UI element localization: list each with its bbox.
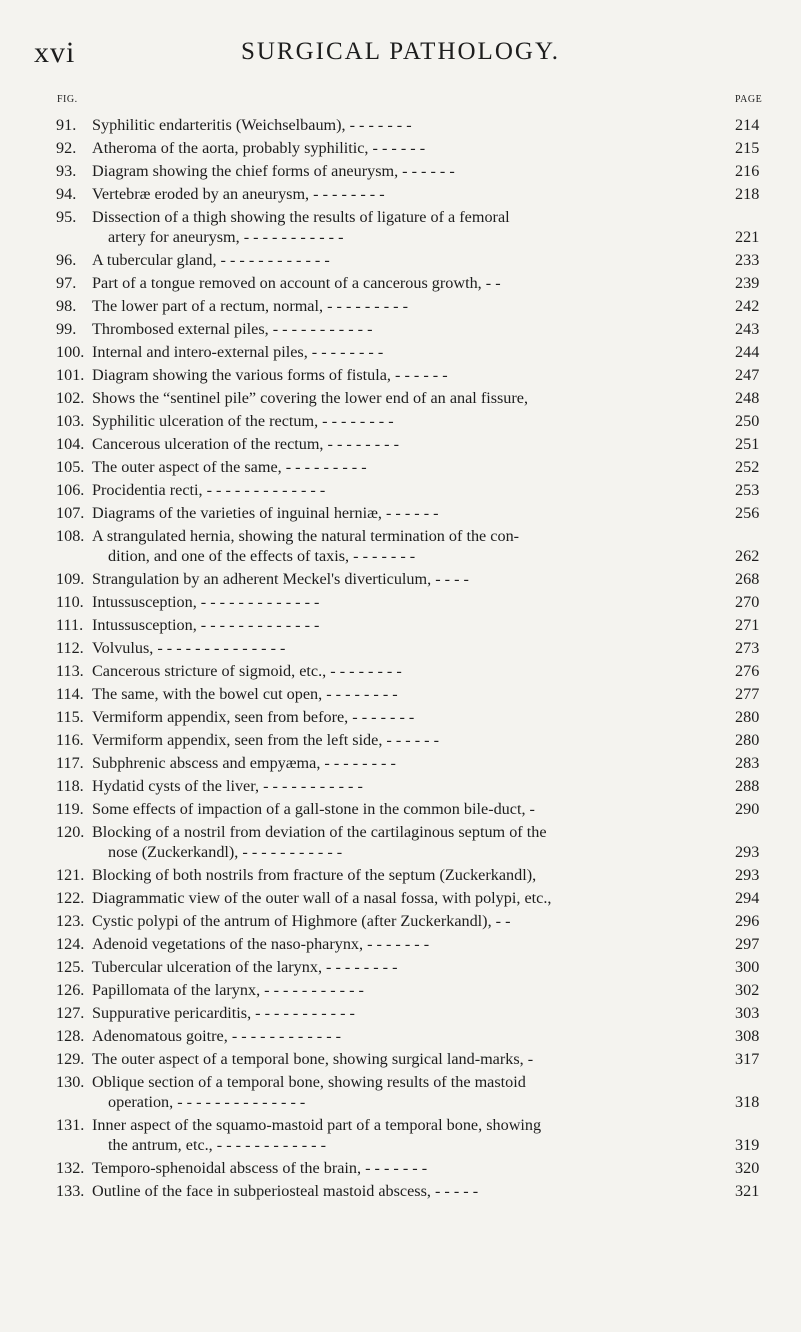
entry-line	[0, 799, 801, 819]
page-reference: 214	[735, 116, 760, 134]
page-reference: 288	[735, 777, 760, 795]
figure-number: 125.	[56, 958, 85, 976]
entry-line	[0, 865, 801, 885]
list-item	[0, 273, 801, 293]
page-reference: 251	[735, 435, 760, 453]
figure-number: 116.	[56, 731, 84, 749]
figure-caption: Blocking of both nostrils from fracture of the septum (Zuckerkandl),	[92, 866, 537, 884]
figure-number: 114.	[56, 685, 84, 703]
list-item	[0, 911, 801, 931]
entry-line	[0, 707, 801, 727]
list-item	[0, 250, 801, 270]
figure-caption: Vertebræ eroded by an aneurysm, - - - - - - - -	[92, 185, 385, 203]
list-item	[0, 661, 801, 681]
entry-line	[0, 1003, 801, 1023]
entry-line	[0, 480, 801, 500]
figure-caption: Diagrammatic view of the outer wall of a nasal fossa, with polypi, etc.,	[92, 889, 552, 907]
page-reference: 256	[735, 504, 760, 522]
entry-line	[0, 1049, 801, 1069]
entry-line	[0, 753, 801, 773]
list-item	[0, 319, 801, 339]
entry-line	[0, 457, 801, 477]
figure-number: 106.	[56, 481, 85, 499]
page-column-heading: PAGE	[735, 94, 763, 105]
page-reference: 242	[735, 297, 760, 315]
list-item	[0, 753, 801, 773]
figure-caption: Papillomata of the larynx, - - - - - - - - - - -	[92, 981, 364, 999]
figure-number: 99.	[56, 320, 77, 338]
list-item	[0, 707, 801, 727]
figure-caption: The same, with the bowel cut open, - - - - - - - -	[92, 685, 398, 703]
figure-number: 120.	[56, 823, 85, 841]
entry-line	[0, 638, 801, 658]
figure-number: 129.	[56, 1050, 85, 1068]
figure-caption: Intussusception, - - - - - - - - - - - - -	[92, 593, 320, 611]
entry-line	[0, 250, 801, 270]
page-reference: 268	[735, 570, 760, 588]
figure-number: 102.	[56, 389, 85, 407]
page-reference: 270	[735, 593, 760, 611]
figure-number: 95.	[56, 208, 77, 226]
figure-caption: The outer aspect of the same, - - - - - - - - -	[92, 458, 367, 476]
list-item	[0, 388, 801, 408]
figure-caption: Volvulus, - - - - - - - - - - - - - -	[92, 639, 286, 657]
figure-caption: Some effects of impaction of a gall-stone in the common bile-duct, -	[92, 800, 535, 818]
list-item	[0, 638, 801, 658]
list-item	[0, 1115, 801, 1155]
page-reference: 215	[735, 139, 760, 157]
figure-number: 118.	[56, 777, 84, 795]
figure-caption: A tubercular gland, - - - - - - - - - - - -	[92, 251, 330, 269]
figure-caption: A strangulated hernia, showing the natural termination of the con-	[92, 527, 520, 545]
page-reference: 318	[735, 1093, 760, 1111]
list-item	[0, 503, 801, 523]
entry-continuation-line	[0, 546, 801, 566]
figure-number: 103.	[56, 412, 85, 430]
entry-line	[0, 161, 801, 181]
page-reference: 273	[735, 639, 760, 657]
figure-number: 110.	[56, 593, 84, 611]
list-item	[0, 730, 801, 750]
figure-caption: Oblique section of a temporal bone, showing results of the mastoid	[92, 1073, 526, 1091]
entry-line	[0, 526, 801, 546]
figure-caption: Dissection of a thigh showing the results of ligature of a femoral	[92, 208, 510, 226]
figure-caption: Thrombosed external piles, - - - - - - - - - - -	[92, 320, 373, 338]
figure-caption: Hydatid cysts of the liver, - - - - - - - - - - -	[92, 777, 363, 795]
fig-column-heading: FIG.	[57, 94, 78, 105]
page-reference: 317	[735, 1050, 760, 1068]
page-reference: 320	[735, 1159, 760, 1177]
entry-line	[0, 888, 801, 908]
page-reference: 262	[735, 547, 760, 565]
list-item	[0, 434, 801, 454]
figure-number: 127.	[56, 1004, 85, 1022]
figure-number: 97.	[56, 274, 77, 292]
figure-number: 119.	[56, 800, 84, 818]
list-item	[0, 684, 801, 704]
figure-number: 111.	[56, 616, 84, 634]
page-reference: 321	[735, 1182, 760, 1200]
figure-number: 100.	[56, 343, 85, 361]
figure-number: 115.	[56, 708, 84, 726]
page-reference: 277	[735, 685, 760, 703]
entry-line	[0, 411, 801, 431]
figure-caption: nose (Zuckerkandl), - - - - - - - - - - -	[108, 843, 343, 861]
list-item	[0, 1026, 801, 1046]
figure-caption: Vermiform appendix, seen from before, - - - - - - -	[92, 708, 415, 726]
figure-caption: Shows the “sentinel pile” covering the lower end of an anal fissure,	[92, 389, 529, 407]
list-item	[0, 138, 801, 158]
entry-line	[0, 1181, 801, 1201]
list-item	[0, 569, 801, 589]
entry-line	[0, 661, 801, 681]
figure-number: 98.	[56, 297, 77, 315]
entry-line	[0, 207, 801, 227]
entry-continuation-line	[0, 1092, 801, 1112]
page-reference: 250	[735, 412, 760, 430]
page-reference: 218	[735, 185, 760, 203]
page-header	[0, 0, 801, 80]
figure-number: 101.	[56, 366, 85, 384]
page-reference: 252	[735, 458, 760, 476]
figure-caption: Adenoid vegetations of the naso-pharynx, - - - - - - -	[92, 935, 430, 953]
page-reference: 308	[735, 1027, 760, 1045]
page-reference: 216	[735, 162, 760, 180]
page-reference: 303	[735, 1004, 760, 1022]
entry-line	[0, 184, 801, 204]
list-item	[0, 526, 801, 566]
figure-caption: the antrum, etc., - - - - - - - - - - - -	[108, 1136, 326, 1154]
figure-number: 130.	[56, 1073, 85, 1091]
entry-line	[0, 911, 801, 931]
entry-line	[0, 730, 801, 750]
entry-line	[0, 1072, 801, 1092]
figure-caption: operation, - - - - - - - - - - - - - -	[108, 1093, 306, 1111]
list-item	[0, 934, 801, 954]
list-item	[0, 957, 801, 977]
figure-caption: Temporo-sphenoidal abscess of the brain, - - - - - - -	[92, 1159, 428, 1177]
list-item	[0, 592, 801, 612]
entry-line	[0, 1115, 801, 1135]
page-reference: 244	[735, 343, 760, 361]
entry-line	[0, 319, 801, 339]
entry-line	[0, 138, 801, 158]
figure-caption: Diagram showing the various forms of fistula, - - - - - -	[92, 366, 448, 384]
entry-line	[0, 1158, 801, 1178]
figure-caption: Strangulation by an adherent Meckel's diverticulum, - - - -	[92, 570, 469, 588]
figure-caption: Cancerous stricture of sigmoid, etc., - - - - - - - -	[92, 662, 402, 680]
entry-line	[0, 684, 801, 704]
page-reference: 296	[735, 912, 760, 930]
figure-number: 126.	[56, 981, 85, 999]
figure-number: 96.	[56, 251, 77, 269]
list-item	[0, 776, 801, 796]
list-item	[0, 207, 801, 247]
entry-line	[0, 296, 801, 316]
list-item	[0, 1049, 801, 1069]
figure-number: 105.	[56, 458, 85, 476]
figure-caption: Internal and intero-external piles, - - - - - - - -	[92, 343, 384, 361]
page-reference: 280	[735, 731, 760, 749]
figure-caption: Intussusception, - - - - - - - - - - - - -	[92, 616, 320, 634]
page-reference: 253	[735, 481, 760, 499]
page-reference: 271	[735, 616, 760, 634]
list-item	[0, 161, 801, 181]
figure-number: 117.	[56, 754, 84, 772]
entry-line	[0, 365, 801, 385]
figure-caption: Diagram showing the chief forms of aneurysm, - - - - - -	[92, 162, 455, 180]
entry-line	[0, 980, 801, 1000]
list-item	[0, 115, 801, 135]
running-title: SURGICAL PATHOLOGY.	[240, 38, 561, 65]
figure-number: 122.	[56, 889, 85, 907]
list-item	[0, 1181, 801, 1201]
list-item	[0, 615, 801, 635]
list-item	[0, 184, 801, 204]
figure-number: 94.	[56, 185, 77, 203]
entry-line	[0, 434, 801, 454]
figure-number: 104.	[56, 435, 85, 453]
figure-caption: Vermiform appendix, seen from the left side, - - - - - -	[92, 731, 440, 749]
page-number: xvi	[34, 36, 76, 69]
entry-continuation-line	[0, 842, 801, 862]
figure-number: 91.	[56, 116, 77, 134]
page-reference: 280	[735, 708, 760, 726]
page-reference: 294	[735, 889, 760, 907]
list-item	[0, 865, 801, 885]
entry-line	[0, 115, 801, 135]
entry-line	[0, 957, 801, 977]
figure-caption: Procidentia recti, - - - - - - - - - - - - -	[92, 481, 326, 499]
figure-caption: artery for aneurysm, - - - - - - - - - - -	[108, 228, 344, 246]
list-item	[0, 480, 801, 500]
entry-line	[0, 1026, 801, 1046]
list-item	[0, 1072, 801, 1112]
entry-line	[0, 592, 801, 612]
page-reference: 293	[735, 866, 760, 884]
entry-continuation-line	[0, 1135, 801, 1155]
list-item	[0, 365, 801, 385]
figure-caption: Suppurative pericarditis, - - - - - - - - - - -	[92, 1004, 355, 1022]
figure-number: 131.	[56, 1116, 85, 1134]
figure-number: 123.	[56, 912, 85, 930]
figure-caption: Syphilitic endarteritis (Weichselbaum), - - - - - - -	[92, 116, 412, 134]
page-reference: 248	[735, 389, 760, 407]
page-reference: 293	[735, 843, 760, 861]
figure-caption: Syphilitic ulceration of the rectum, - - - - - - - -	[92, 412, 394, 430]
page-reference: 276	[735, 662, 760, 680]
list-of-illustrations	[0, 115, 801, 1204]
list-item	[0, 457, 801, 477]
entry-line	[0, 388, 801, 408]
list-item	[0, 1158, 801, 1178]
list-item	[0, 411, 801, 431]
page-reference: 319	[735, 1136, 760, 1154]
figure-number: 112.	[56, 639, 84, 657]
figure-caption: Outline of the face in subperiosteal mastoid abscess, - - - - -	[92, 1182, 479, 1200]
figure-number: 108.	[56, 527, 85, 545]
figure-number: 92.	[56, 139, 77, 157]
figure-number: 128.	[56, 1027, 85, 1045]
page-reference: 233	[735, 251, 760, 269]
figure-caption: dition, and one of the effects of taxis, - - - - - - -	[108, 547, 416, 565]
figure-caption: Adenomatous goitre, - - - - - - - - - - - -	[92, 1027, 342, 1045]
entry-line	[0, 776, 801, 796]
figure-caption: The outer aspect of a temporal bone, showing surgical land-marks, -	[92, 1050, 534, 1068]
page-reference: 283	[735, 754, 760, 772]
figure-caption: Part of a tongue removed on account of a cancerous growth, - -	[92, 274, 501, 292]
list-item	[0, 1003, 801, 1023]
entry-line	[0, 342, 801, 362]
page-reference: 297	[735, 935, 760, 953]
page-reference: 221	[735, 228, 760, 246]
list-item	[0, 799, 801, 819]
page-reference: 243	[735, 320, 760, 338]
figure-number: 113.	[56, 662, 84, 680]
figure-caption: The lower part of a rectum, normal, - - - - - - - - -	[92, 297, 408, 315]
figure-caption: Blocking of a nostril from deviation of the cartilaginous septum of the	[92, 823, 547, 841]
list-item	[0, 296, 801, 316]
figure-caption: Subphrenic abscess and empyæma, - - - - - - - -	[92, 754, 396, 772]
figure-number: 133.	[56, 1182, 85, 1200]
figure-number: 121.	[56, 866, 85, 884]
entry-line	[0, 934, 801, 954]
figure-caption: Tubercular ulceration of the larynx, - - - - - - - -	[92, 958, 398, 976]
figure-caption: Inner aspect of the squamo-mastoid part of a temporal bone, showing	[92, 1116, 542, 1134]
figure-caption: Cancerous ulceration of the rectum, - - - - - - - -	[92, 435, 399, 453]
page-reference: 302	[735, 981, 760, 999]
list-item	[0, 822, 801, 862]
list-item	[0, 888, 801, 908]
entry-line	[0, 822, 801, 842]
figure-number: 93.	[56, 162, 77, 180]
figure-number: 124.	[56, 935, 85, 953]
page-reference: 300	[735, 958, 760, 976]
figure-number: 107.	[56, 504, 85, 522]
list-item	[0, 342, 801, 362]
entry-line	[0, 569, 801, 589]
figure-number: 109.	[56, 570, 85, 588]
entry-continuation-line	[0, 227, 801, 247]
figure-caption: Cystic polypi of the antrum of Highmore (after Zuckerkandl), - -	[92, 912, 511, 930]
entry-line	[0, 273, 801, 293]
entry-line	[0, 503, 801, 523]
entry-line	[0, 615, 801, 635]
figure-caption: Atheroma of the aorta, probably syphilitic, - - - - - -	[92, 139, 426, 157]
figure-number: 132.	[56, 1159, 85, 1177]
page-reference: 239	[735, 274, 760, 292]
list-item	[0, 980, 801, 1000]
page-reference: 290	[735, 800, 760, 818]
column-headings	[0, 94, 801, 108]
page-reference: 247	[735, 366, 760, 384]
figure-caption: Diagrams of the varieties of inguinal herniæ, - - - - - -	[92, 504, 439, 522]
